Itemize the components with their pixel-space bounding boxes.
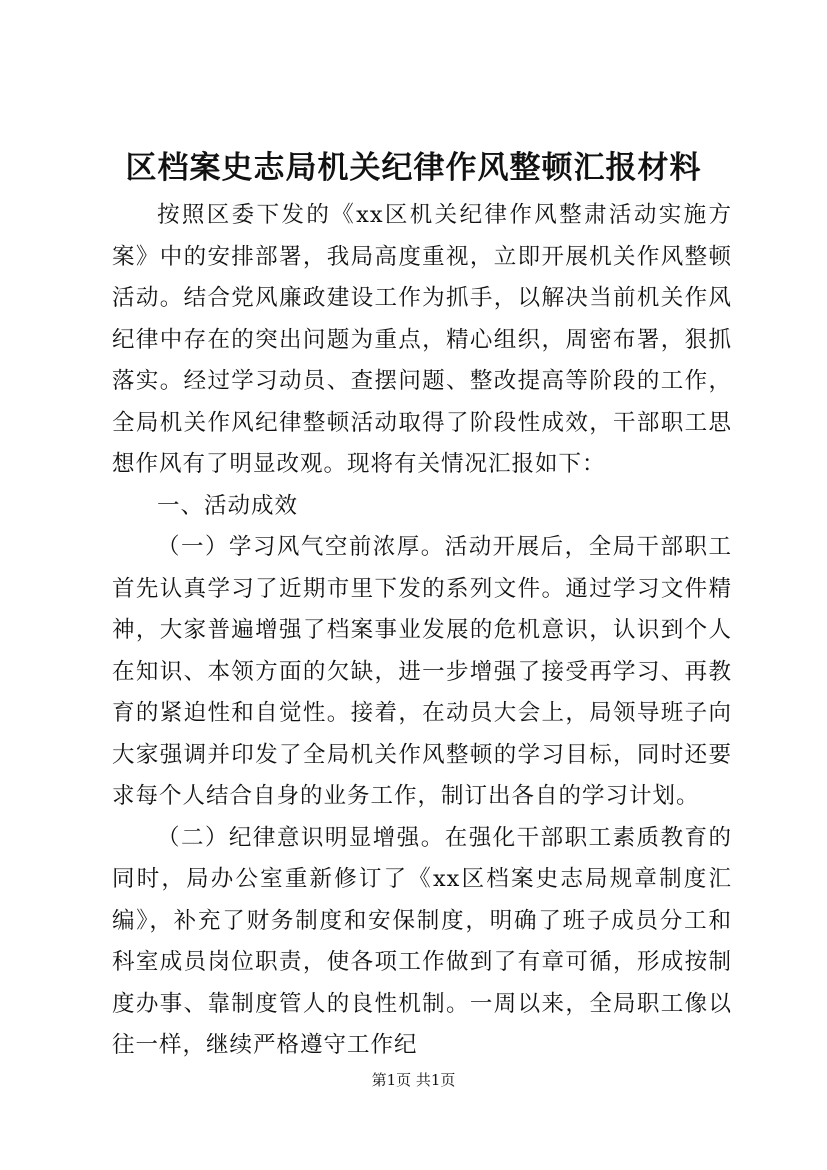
body-paragraph: （一）学习风气空前浓厚。活动开展后，全局干部职工首先认真学习了近期市里下发的系列文件。通过学习文件精神，大家普遍增强了档案事业发展的危机意识，认识到个人在知识、本领方面的欠缺，进一步增强了接受再学习、再教育的紧迫性和自觉性。接着，在动员大会上，局领导班子向大家强调并印发了全局机关作风整顿的学习目标，同时还要求每个人结合自身的业务工作，制订出各自的学习计划。 — [112, 534, 732, 809]
body-paragraph: （二）纪律意识明显增强。在强化干部职工素质教育的同时，局办公室重新修订了《xx区档案史志局规章制度汇编》，补充了财务制度和安保制度，明确了班子成员分工和科室成员岗位职责，使各项工作做到了有章可循，形成按制度办事、靠制度管人的良性机制。一周以来，全局职工像以往一样，继续严格遵守工作纪 — [112, 824, 732, 1058]
page-number-footer: 第1页 共1页 — [371, 1071, 456, 1089]
section-heading: 一、活动成效 — [157, 492, 299, 519]
intro-paragraph: 按照区委下发的《xx区机关纪律作风整肃活动实施方案》中的安排部署，我局高度重视，立即开展机关作风整顿活动。结合党风廉政建设工作为抓手，以解决当前机关作风纪律中存在的突出问题为重点，精心组织，周密布署，狠抓落实。经过学习动员、查摆问题、整改提高等阶段的工作，全局机关作风纪律整顿活动取得了阶段性成效，干部职工思想作风有了明显改观。现将有关情况汇报如下： — [112, 202, 732, 477]
document-title: 区档案史志局机关纪律作风整顿汇报材料 — [125, 150, 702, 186]
document-body — [112, 195, 732, 1067]
